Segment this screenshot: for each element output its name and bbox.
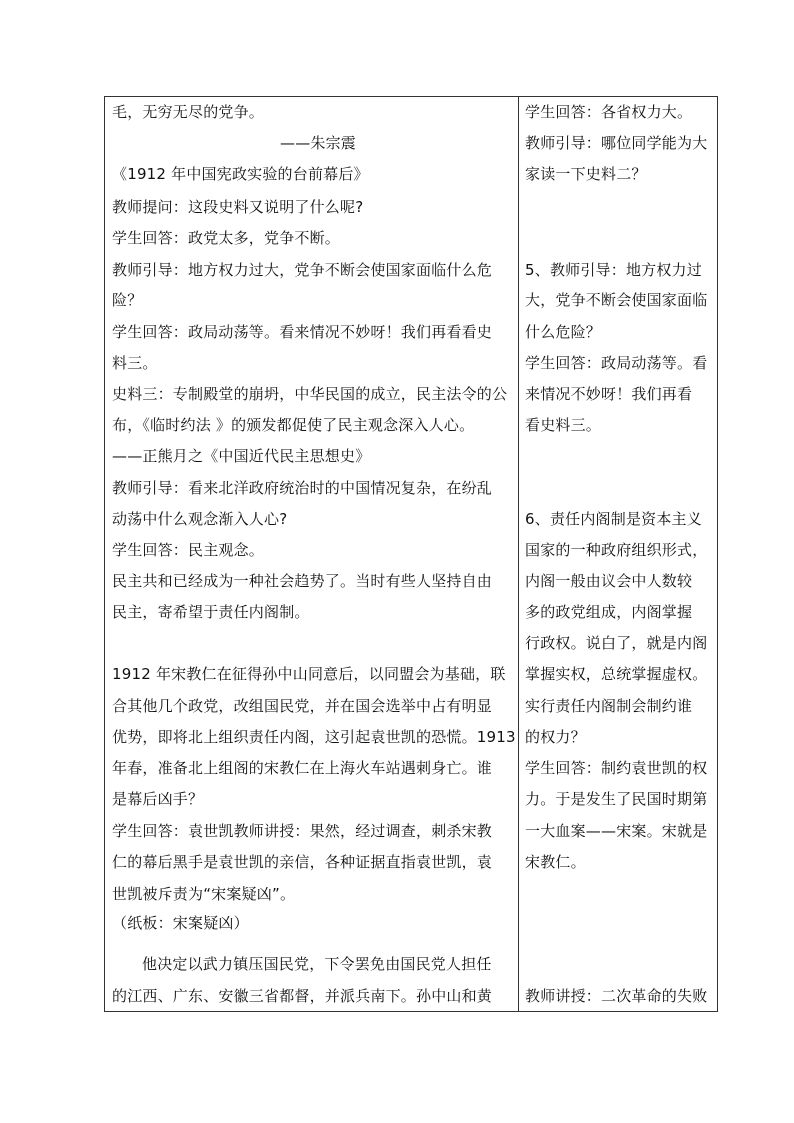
text-line: 教师讲授：二次革命的失败	[525, 987, 708, 1005]
text-line: 合其他几个政党，改组国民党，并在国会选举中占有明显	[112, 697, 493, 715]
text-line: 教师引导：地方权力过大，党争不断会使国家面临什么危	[112, 261, 493, 279]
text-line: 是幕后凶手？	[112, 790, 204, 808]
text-line: 大，党争不断会使国家面临	[525, 291, 708, 309]
text-line: 学生回答：政局动荡等。看来情况不妙呀！我们再看看史	[112, 323, 493, 341]
text-line: 的江西、广东、安徽三省都督，并派兵南下。孙中山和黄	[112, 987, 493, 1005]
text-line: 掌握实权，总统掌握虚权。	[525, 665, 708, 683]
text-line: 的权力？	[525, 728, 586, 746]
text-line: 看史料三。	[525, 416, 602, 434]
text-line: 学生回答：民主观念。	[112, 541, 265, 559]
text-line: 民主，寄希望于责任内阁制。	[112, 603, 310, 621]
right-column	[519, 97, 719, 1011]
text-line: 动荡中什么观念渐入人心?	[112, 510, 288, 528]
text-line: 来情况不妙呀！我们再看	[525, 385, 693, 403]
text-line: 险？	[112, 291, 143, 309]
text-line: 史料三：专制殿堂的崩坍，中华民国的成立，民主法令的公	[112, 385, 508, 403]
text-line: 实行责任内阁制会制约谁	[525, 697, 693, 715]
text-line: 学生回答：各省权力大。	[525, 103, 693, 121]
text-line: 一大血案——宋案。宋就是	[525, 822, 708, 840]
text-line: 料三。	[112, 354, 158, 372]
text-line: 世凯被斥责为“宋案疑凶”。	[112, 885, 296, 903]
lesson-plan-table	[104, 96, 718, 1012]
text-line: 家读一下史料二？	[525, 165, 647, 183]
text-line: 教师提问：这段史料又说明了什么呢?	[112, 198, 364, 216]
text-line: 毛，无穷无尽的党争。	[112, 103, 265, 121]
text-line: 年春，准备北上组阁的宋教仁在上海火车站遇刺身亡。谁	[112, 759, 493, 777]
text-line: 学生回答：制约袁世凯的权	[525, 759, 708, 777]
text-line: 学生回答：政党太多，党争不断。	[112, 229, 341, 247]
text-line: 学生回答：政局动荡等。看	[525, 354, 708, 372]
text-line: 力。于是发生了民国时期第	[525, 790, 708, 808]
text-line: 行政权。说白了，就是内阁	[525, 634, 708, 652]
text-line: 1912 年宋教仁在征得孙中山同意后，以同盟会为基础，联	[112, 665, 506, 683]
text-line: 国家的一种政府组织形式，	[525, 541, 708, 559]
text-line: 6、责任内阁制是资本主义	[525, 510, 702, 528]
text-line: 布，《临时约法 》的颁发都促使了民主观念深入人心。	[112, 416, 475, 434]
text-line-signature: ——朱宗震	[280, 134, 357, 152]
text-line: 5、教师引导：地方权力过	[525, 261, 702, 279]
text-line: 《1912 年中国宪政实验的台前幕后》	[112, 165, 369, 183]
text-line: 仁的幕后黑手是袁世凯的亲信，各种证据直指袁世凯，袁	[112, 853, 493, 871]
left-column	[105, 97, 518, 1011]
text-line: 优势，即将北上组织责任内阁，这引起袁世凯的恐慌。1913	[112, 728, 516, 746]
text-line-indented: 他决定以武力镇压国民党，下令罢免由国民党人担任	[142, 955, 492, 973]
text-line: 民主共和已经成为一种社会趋势了。当时有些人坚持自由	[112, 572, 493, 590]
text-line: 什么危险？	[525, 323, 602, 341]
text-line: 教师引导：看来北洋政府统治时的中国情况复杂，在纷乱	[112, 479, 493, 497]
text-line: 多的政党组成，内阁掌握	[525, 603, 693, 621]
text-line: 学生回答：袁世凯教师讲授：果然，经过调查，刺杀宋教	[112, 822, 493, 840]
text-line: 教师引导：哪位同学能为大	[525, 134, 708, 152]
text-line: 宋教仁。	[525, 853, 586, 871]
text-line: 内阁一般由议会中人数较	[525, 572, 693, 590]
text-line: （纸板：宋案疑凶）	[112, 914, 249, 932]
text-line: ——正熊月之《中国近代民主思想史》	[112, 447, 371, 465]
